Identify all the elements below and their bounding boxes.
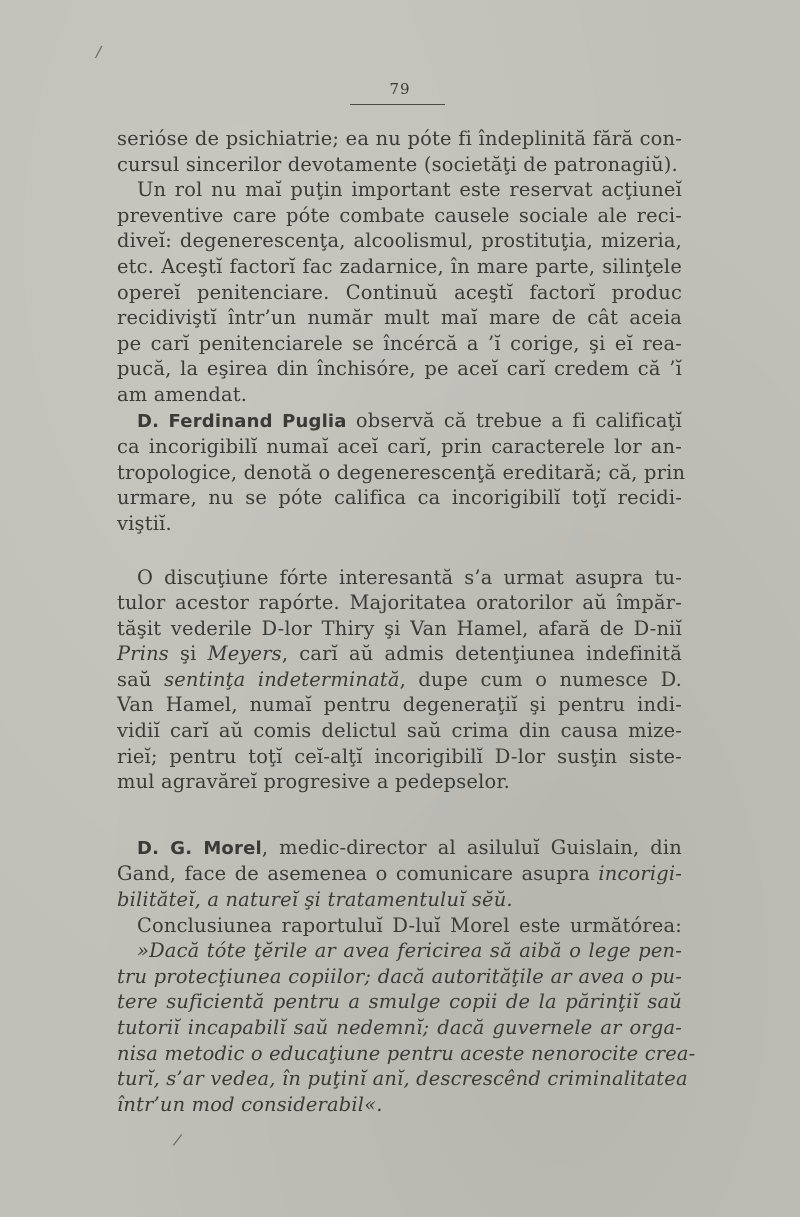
quote-line: tru protecţiunea copiilor; dacă autorităţile ar avea o pu- — [117, 964, 682, 988]
text-line: tăşit vederile D-lor Thiry şi Van Hamel, afară de D-niĭ — [117, 616, 682, 640]
italic-title: incorigi- — [598, 862, 682, 886]
author-name: D. G. Morel — [137, 837, 262, 859]
quote-line: nisa metodic o educaţiune pentru aceste nenorocite crea- — [117, 1041, 696, 1065]
text-line: serióse de psichiatrie; ea nu póte fi îndeplinită fără con- — [117, 127, 682, 150]
text-line — [117, 667, 682, 693]
text-line: vidiĭ carĭ aŭ comis delictul saŭ crima din causa mize- — [117, 719, 682, 743]
text-line: recidiviştĭ într’un număr mult maĭ mare de cât aceia — [117, 306, 682, 330]
quote-line: turĭ, s’ar vedea, în puţinĭ anĭ, descrescênd criminalitatea — [117, 1067, 688, 1091]
text-line: tropologice, denotă o degenerescenţă ereditară; că, prin — [117, 460, 686, 484]
text-run: Gand, face de asemenea o comunicare asupra — [117, 862, 599, 886]
text-line — [117, 408, 682, 435]
text-line: etc. Aceştĭ factorĭ fac zadarnice, în mare parte, silinţele — [117, 254, 682, 278]
text-line — [117, 835, 682, 862]
text-line — [117, 641, 682, 667]
text-line: opereĭ penitenciare. Continuŭ aceştĭ factorĭ produc — [117, 280, 682, 304]
text-line: am amendat. — [117, 382, 248, 406]
paragraph-gap — [117, 795, 682, 835]
text-run: observă că trebue a fi calificaţĭ — [346, 408, 683, 432]
text-line: preventive care póte combate causele sociale ale reci- — [117, 203, 682, 227]
text-line — [117, 861, 682, 887]
paragraph-gap — [117, 537, 682, 565]
text-line: urmare, nu se póte califica ca incorigibilĭ toţĭ recidi- — [117, 486, 682, 510]
quote-line: tutoriĭ incapabilĭ saŭ nedemnĭ; dacă guvernele ar orga- — [117, 1016, 682, 1039]
text-run: , medic-director al asiluluĭ Guislain, din — [261, 835, 682, 859]
text-line: rieĭ; pentru toţĭ ceĭ-alţĭ incorigibilĭ D-lor susţin siste- — [117, 744, 682, 768]
text-line: viştiĭ. — [117, 511, 172, 535]
text-line: ca incorigibilĭ numaĭ aceĭ carĭ, prin caracterele lor an- — [117, 435, 682, 459]
body-text — [117, 126, 696, 1117]
text-run: şi — [168, 642, 208, 666]
text-line: Un rol nu maĭ puţin important este reservat acţiuneĭ — [137, 178, 682, 202]
paragraph-6 — [117, 913, 696, 1118]
paragraph-5 — [117, 835, 682, 913]
text-line: pucă, la eşirea din închisóre, pe aceĭ carĭ credem că ’ĭ — [117, 357, 682, 381]
text-line: tulor acestor rapórte. Majoritatea oratorilor aŭ împăr- — [117, 591, 682, 615]
italic-term: sentinţa indeterminată — [164, 667, 400, 691]
page-speck: / — [171, 1129, 184, 1150]
text-line: bilităteĭ, a natureĭ şi tratamentuluĭ sĕŭ. — [117, 888, 513, 912]
paragraph-1 — [117, 126, 682, 177]
paragraph-3 — [117, 408, 686, 537]
paragraph-4 — [117, 565, 682, 795]
quote-line: tere suficientă pentru a smulge copii de la părinţiĭ saŭ — [117, 990, 682, 1014]
text-line: Van Hamel, numaĭ pentru degeneraţiĭ şi pentru indi- — [117, 693, 682, 717]
author-name: D. Ferdinand Puglia — [137, 410, 347, 432]
text-line: Conclusiunea raportuluĭ D-luĭ Morel este următórea: — [137, 913, 682, 937]
text-line: cursul sincerilor devotamente (societăţi de patronagiŭ). — [117, 152, 678, 176]
text-run: saŭ — [117, 667, 165, 691]
text-run: , carĭ aŭ admis detenţiunea indefinită — [281, 642, 683, 666]
text-line: pe carĭ penitenciarele se încércă a ’ĭ corige, şi eĭ rea- — [117, 331, 682, 355]
page-speck: / — [94, 41, 103, 62]
italic-name: Prins — [117, 642, 169, 666]
text-line: mul agravăreĭ progresive a pedepselor. — [117, 770, 511, 794]
paragraph-2 — [117, 177, 682, 407]
text-line: diveĭ: degenerescenţa, alcoolismul, prostituţia, mizeria, — [117, 229, 682, 253]
text-run: , dupe cum o numesce D. — [399, 667, 682, 691]
quote-line: într’un mod considerabil«. — [117, 1092, 383, 1116]
page-number: 79 — [389, 80, 411, 98]
header-rule — [350, 104, 445, 105]
italic-name: Meyers — [207, 642, 282, 666]
text-line: O discuţiune fórte interesantă s’a urmat asupra tu- — [137, 565, 682, 589]
quote-line: »Dacă tóte ţĕrile ar avea fericirea să aibă o lege pen- — [137, 939, 682, 963]
